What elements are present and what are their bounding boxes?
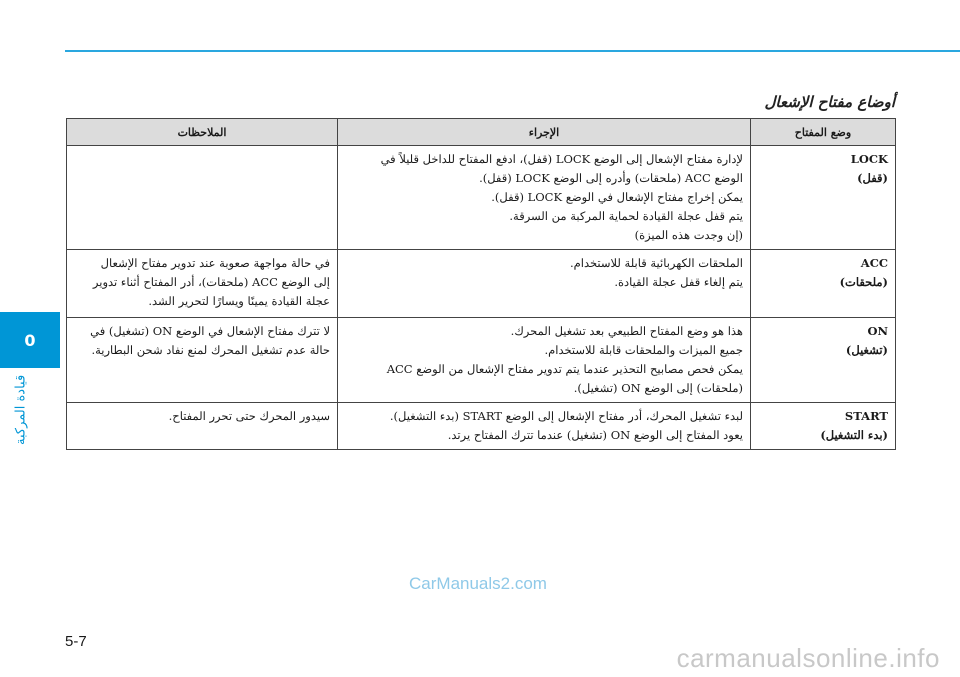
- procedure-line: لإدارة مفتاح الإشعال إلى الوضع LOCK (قفل)، ادفع المفتاح للداخل قليلاً في: [380, 152, 743, 166]
- procedure-cell: [338, 146, 751, 250]
- procedure-line: يمكن إخراج مفتاح الإشعال في الوضع LOCK (قفل).: [491, 190, 743, 204]
- notes-cell: [67, 146, 338, 250]
- chapter-number: 0: [24, 330, 36, 350]
- watermark: CarManuals2.com: [409, 574, 547, 593]
- procedure-cell: [338, 318, 751, 403]
- procedure-cell: [338, 403, 751, 450]
- mode-name-ar: (تشغيل): [845, 343, 888, 357]
- mode-name-ar: (ملحقات): [839, 275, 888, 289]
- procedure-line: هذا هو وضع المفتاح الطبيعي بعد تشغيل المحرك.: [510, 324, 743, 338]
- procedure-line: (ملحقات) إلى الوضع ON (تشغيل).: [573, 381, 743, 395]
- notes-line: لا تترك مفتاح الإشعال في الوضع ON (تشغيل) في: [90, 324, 330, 338]
- header-mode: وضع المفتاح: [751, 119, 896, 146]
- chapter-label: قيادة المركبة: [13, 374, 29, 446]
- mode-cell: [751, 146, 896, 250]
- header-notes: الملاحظات: [67, 119, 338, 146]
- procedure-line: يتم قفل عجلة القيادة لحماية المركبة من السرقة.: [509, 209, 743, 223]
- procedure-line: جميع الميزات والملحقات قابلة للاستخدام.: [544, 343, 743, 357]
- notes-line: حالة عدم تشغيل المحرك لمنع نفاد شحن البطارية.: [91, 343, 330, 357]
- mode-cell: [751, 318, 896, 403]
- mode-name-en: ON: [867, 324, 888, 338]
- procedure-line: يمكن فحص مصابيح التحذير عندما يتم تدوير مفتاح الإشعال من الوضع ACC: [386, 362, 743, 376]
- mode-name-en: ACC: [860, 256, 888, 270]
- mode-cell: [751, 403, 896, 450]
- page-number: 5-7: [65, 633, 87, 650]
- section-title: أوضاع مفتاح الإشعال: [764, 93, 895, 111]
- table-row: [67, 318, 896, 403]
- mode-name-ar: (قفل): [857, 171, 888, 185]
- procedure-cell: [338, 250, 751, 318]
- mode-cell: [751, 250, 896, 318]
- table-row: [67, 403, 896, 450]
- procedure-line: يتم إلغاء قفل عجلة القيادة.: [614, 275, 743, 289]
- mode-name-en: LOCK: [850, 152, 888, 166]
- procedure-line: الوضع ACC (ملحقات) وأدره إلى الوضع LOCK (قفل).: [479, 171, 743, 185]
- procedure-line: يعود المفتاح إلى الوضع ON (تشغيل) عندما تترك المفتاح يرتد.: [447, 428, 743, 442]
- procedure-line: (إن وجدت هذه الميزة): [634, 228, 743, 242]
- mode-name-en: START: [844, 409, 888, 423]
- ignition-positions-table: [66, 118, 896, 450]
- header-procedure: الإجراء: [338, 119, 751, 146]
- procedure-line: الملحقات الكهربائية قابلة للاستخدام.: [569, 256, 743, 270]
- notes-cell: [67, 250, 338, 318]
- notes-line: سيدور المحرك حتى تحرر المفتاح.: [168, 409, 330, 423]
- notes-line: عجلة القيادة يمينًا ويسارًا لتحرير الشد.: [148, 294, 330, 308]
- notes-line: إلى الوضع ACC (ملحقات)، أدر المفتاح أثناء تدوير: [92, 275, 330, 289]
- notes-line: في حالة مواجهة صعوبة عند تدوير مفتاح الإشعال: [100, 256, 330, 270]
- table-row: [67, 146, 896, 250]
- notes-cell: [67, 403, 338, 450]
- notes-cell: [67, 318, 338, 403]
- chapter-tab: [0, 312, 60, 368]
- table-row: [67, 250, 896, 318]
- table-header-row: [67, 119, 896, 146]
- procedure-line: لبدء تشغيل المحرك، أدر مفتاح الإشعال إلى الوضع START (بدء التشغيل).: [389, 409, 743, 423]
- top-rule: [65, 50, 960, 52]
- mode-name-ar: (بدء التشغيل): [820, 428, 888, 442]
- footer-watermark: carmanualsonline.info: [676, 643, 940, 673]
